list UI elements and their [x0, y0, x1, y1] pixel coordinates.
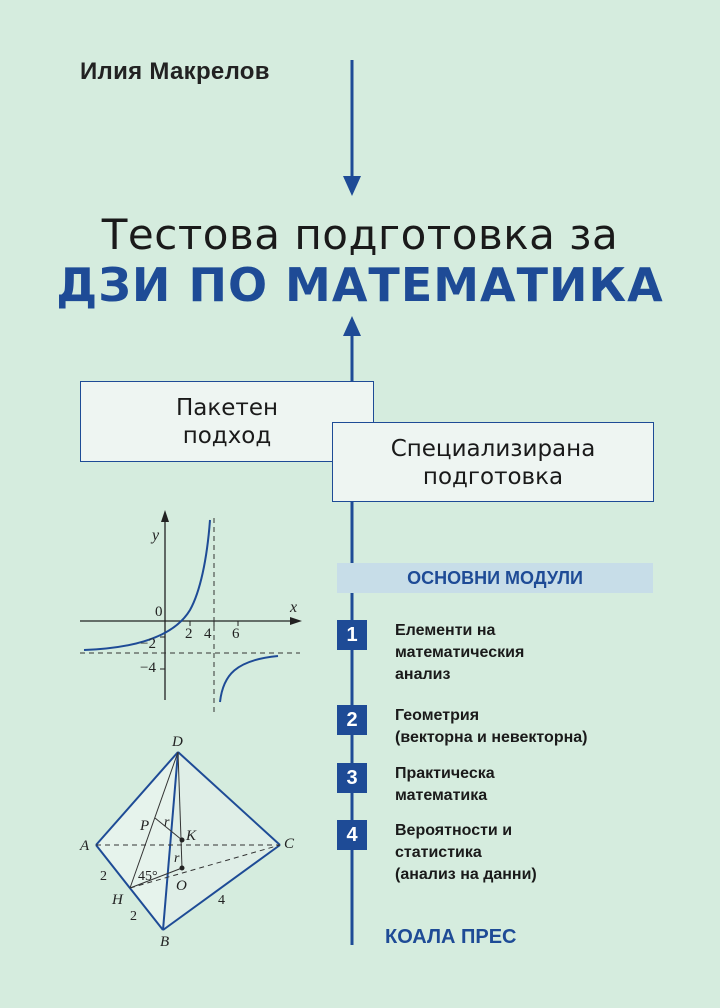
module-4-line-1: Вероятности и: [395, 822, 513, 839]
length-label-hb: 2: [130, 909, 137, 924]
module-3-line-2: математика: [395, 787, 488, 804]
module-4-line-2: статистика: [395, 844, 482, 861]
function-graph: [80, 510, 302, 712]
point-label-k: K: [186, 828, 197, 844]
tick-label-minus-2: −2: [140, 636, 156, 652]
module-title: [395, 763, 675, 807]
module-title: [395, 705, 675, 749]
y-axis-label: y: [152, 527, 160, 544]
specialized-prep-box: [332, 422, 654, 502]
module-2-line-2: (векторна и невекторна): [395, 729, 588, 746]
module-4-line-3: (анализ на данни): [395, 866, 537, 883]
vertex-label-a: A: [80, 838, 90, 854]
module-title: [395, 820, 675, 886]
y-axis-arrow-icon: [161, 510, 169, 522]
up-arrow-icon: [343, 316, 361, 336]
module-number-badge: 4: [337, 820, 367, 850]
publisher-name: КОАЛА ПРЕС: [385, 926, 517, 948]
tick-label-2: 2: [185, 626, 193, 642]
x-axis-arrow-icon: [290, 617, 302, 625]
tick-label-4: 4: [204, 626, 212, 642]
point-label-p: P: [140, 818, 150, 834]
modules-heading: ОСНОВНИ МОДУЛИ: [337, 563, 653, 593]
module-2-line-1: Геометрия: [395, 707, 480, 724]
package-approach-line2: подход: [182, 423, 272, 449]
graph-right-branch: [220, 656, 278, 702]
module-title: [395, 620, 675, 686]
x-axis-label: x: [290, 599, 298, 616]
module-1-line-1: Елементи на: [395, 622, 496, 639]
module-number-badge: 3: [337, 763, 367, 793]
point-label-o: O: [176, 878, 187, 894]
radius-label-1: r: [164, 815, 170, 830]
module-number-badge: 2: [337, 705, 367, 735]
angle-label: 45°: [138, 869, 158, 884]
tick-label-6: 6: [232, 626, 240, 642]
pyramid-figure: [79, 734, 295, 950]
origin-label: 0: [155, 604, 163, 620]
title-line-1: Тестова подготовка за: [101, 210, 619, 259]
specialized-prep-line2: подготовка: [422, 464, 564, 490]
module-3-line-1: Практическа: [395, 765, 495, 782]
point-label-h: H: [112, 892, 123, 908]
title-line-2: ДЗИ ПО МАТЕМАТИКА: [56, 258, 664, 312]
vertex-label-d: D: [172, 734, 183, 750]
author-name: Илия Макрелов: [80, 58, 270, 85]
length-label-bc: 4: [218, 893, 225, 908]
specialized-prep-line1: Специализирана: [390, 436, 596, 462]
package-approach-line1: Пакетен: [175, 395, 279, 421]
down-arrow-icon: [343, 176, 361, 196]
vertex-label-b: B: [160, 934, 170, 950]
radius-label-2: r: [174, 851, 180, 866]
package-approach-box: [80, 381, 374, 462]
tick-label-minus-4: −4: [140, 660, 156, 676]
module-1-line-3: анализ: [395, 666, 451, 683]
module-number-badge: 1: [337, 620, 367, 650]
module-1-line-2: математическия: [395, 644, 525, 661]
length-label-ah: 2: [100, 869, 107, 884]
vertex-label-c: C: [284, 836, 295, 852]
